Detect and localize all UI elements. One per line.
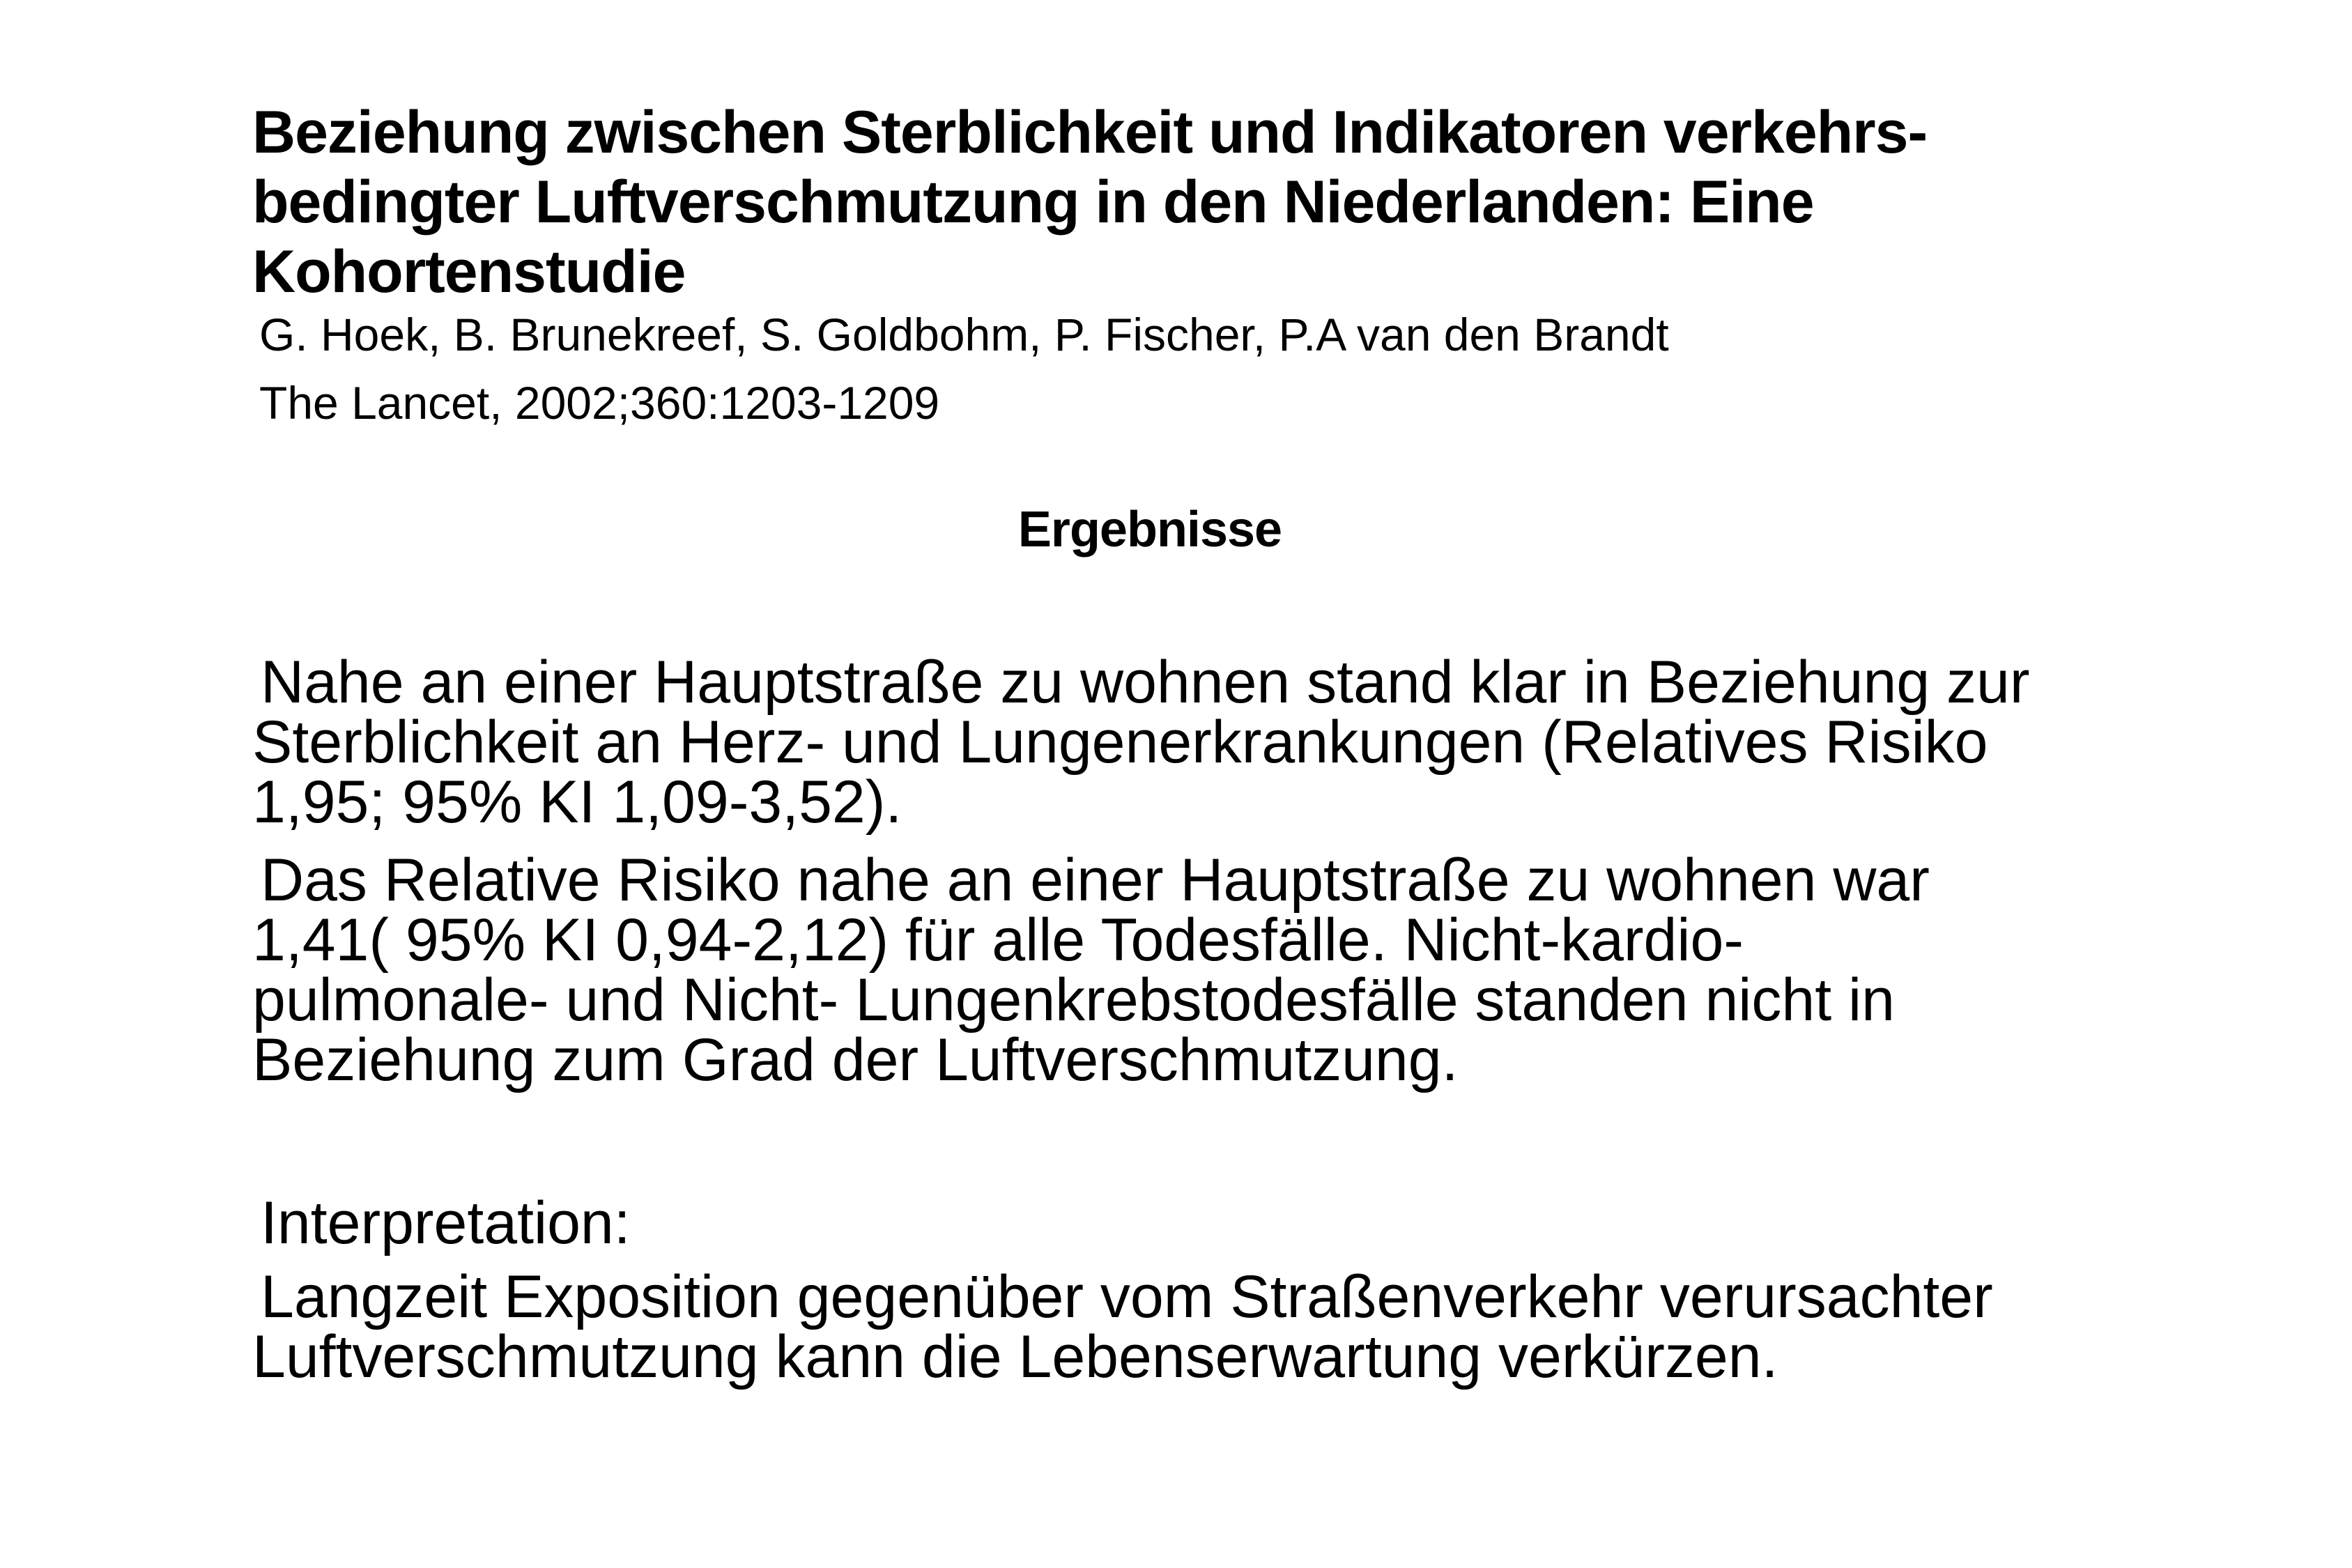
page-title xyxy=(252,98,2204,307)
paragraph-line: 1,41( 95% KI 0,94-2,12) für alle Todesfälle. Nicht-kardio- xyxy=(252,907,1744,974)
journal-citation: The Lancet, 2002;360:1203-1209 xyxy=(259,377,940,429)
paragraph-line: Das Relative Risiko nahe an einer Hauptstraße zu wohnen war xyxy=(261,847,1930,914)
paragraph-line: Luftverschmutzung kann die Lebenserwartung verkürzen. xyxy=(252,1323,1778,1390)
interpretation-paragraph xyxy=(252,1263,1993,1390)
paragraph-line: Beziehung zum Grad der Luftverschmutzung. xyxy=(252,1027,1459,1093)
paragraph-line: 1,95; 95% KI 1,09-3,52). xyxy=(252,769,902,836)
interpretation-label xyxy=(252,1190,631,1256)
paragraph-line: Langzeit Exposition gegenüber vom Straßenverkehr verursachter xyxy=(261,1263,1993,1330)
paragraph-line: Nahe an einer Hauptstraße zu wohnen stand klar in Beziehung zur xyxy=(261,649,2030,716)
section-heading-results: Ergebnisse xyxy=(1017,502,1282,558)
authors-line: G. Hoek, B. Brunekreef, S. Goldbohm, P. Fischer, P.A van den Brandt xyxy=(259,309,1669,360)
paragraph-line: Interpretation: xyxy=(261,1190,631,1256)
results-paragraph-1 xyxy=(252,649,2030,836)
title-line: Beziehung zwischen Sterblichkeit und Indikatoren verkehrs- xyxy=(252,99,1928,166)
title-line: bedingter Luftverschmutzung in den Niederlanden: Eine xyxy=(252,169,1814,236)
paragraph-line: Sterblichkeit an Herz- und Lungenerkrankungen (Relatives Risiko xyxy=(252,709,1988,776)
results-paragraph-2 xyxy=(252,847,1930,1093)
paragraph-line: pulmonale- und Nicht- Lungenkrebstodesfälle standen nicht in xyxy=(252,967,1895,1033)
title-line: Kohortenstudie xyxy=(252,238,686,305)
